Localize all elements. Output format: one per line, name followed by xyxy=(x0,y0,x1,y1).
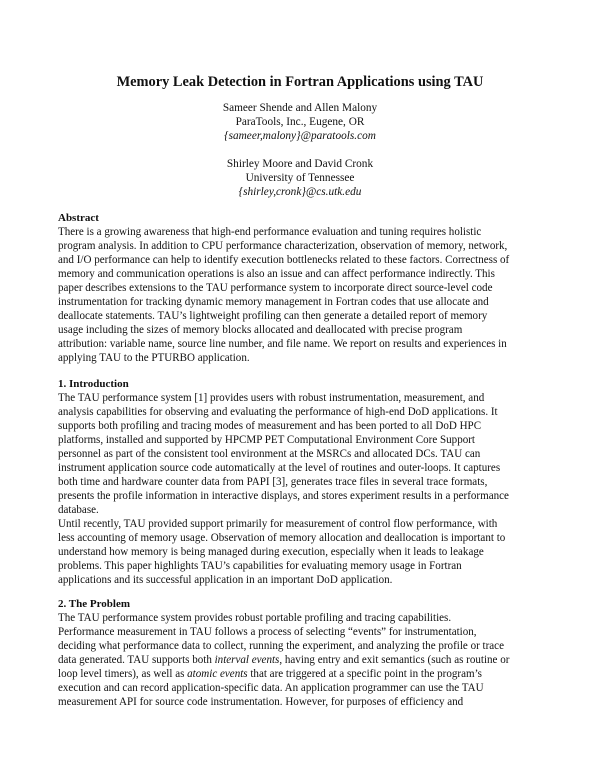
section-1-line: problems. This paper highlights TAU’s capabilities for evaluating memory usage in Fortran xyxy=(58,560,462,572)
section-1-line: presents the profile information in interactive displays, and stores experiment results in a performance xyxy=(58,490,509,502)
abstract-line: attribution: variable name, source line number, and file name. We report on results and experiences in xyxy=(58,338,507,350)
abstract-line: instrumentation for tracking dynamic memory management in Fortran codes that use allocate and xyxy=(58,296,489,308)
section-1-line: Until recently, TAU provided support primarily for measurement of control flow performance, with xyxy=(58,518,498,530)
section-1-line: personnel as part of the consistent tool environment at the MSRCs and allocated DCs. TAU can xyxy=(58,448,481,460)
affiliation-2: University of Tennessee xyxy=(245,172,355,184)
email-1: {sameer,malony}@paratools.com xyxy=(224,130,376,142)
section-1-line: analysis capabilities for observing and evaluating the performance of high-end DoD applications. It xyxy=(58,406,498,418)
section-2-heading: 2. The Problem xyxy=(58,598,131,610)
abstract-line: deallocate statements. TAU’s lightweight profiling can then generate a detailed report of memory xyxy=(58,310,488,322)
email-2: {shirley,cronk}@cs.utk.edu xyxy=(238,186,362,198)
abstract-line: and I/O performance can help to identify execution bottlenecks related to these factors. Correctness of xyxy=(58,254,510,266)
abstract-line: usage including the sizes of memory blocks allocated and deallocated with precise program xyxy=(58,324,463,336)
section-1-line: applications and its successful application in an important DoD application. xyxy=(58,574,393,586)
section-2-line: deciding what performance data to collect, running the experiment, and analyzing the profile or trace xyxy=(58,640,504,652)
abstract-line: There is a growing awareness that high-end performance evaluation and tuning requires holistic xyxy=(58,226,482,238)
section-2-line: Performance measurement in TAU follows a process of selecting “events” for instrumentation, xyxy=(58,626,477,638)
abstract-line: program analysis. In addition to CPU performance characterization, observation of memory, network, xyxy=(58,240,508,252)
section-2-line-text: , having entry and exit semantics (such as routine or xyxy=(279,654,510,666)
section-2-line: measurement API for source code instrumentation. However, for purposes of efficiency and xyxy=(58,696,464,708)
section-2-line xyxy=(58,653,509,667)
section-2-line-text: loop level timers), as well as xyxy=(58,668,188,680)
authors-2: Shirley Moore and David Cronk xyxy=(226,158,374,170)
section-1-line: The TAU performance system [1] provides users with robust instrumentation, measurement, and xyxy=(58,392,485,404)
interval-events-term: interval events xyxy=(214,654,280,666)
abstract-line: applying TAU to the PTURBO application. xyxy=(58,352,250,364)
abstract-line: memory and communication operations is also an issue and can affect performance indirectly. This xyxy=(58,268,495,280)
abstract-line: paper describes extensions to the TAU performance system to incorporate direct source-level code xyxy=(58,282,493,294)
atomic-events-term: atomic events xyxy=(187,668,248,680)
authors-1: Sameer Shende and Allen Malony xyxy=(222,102,378,114)
section-1-line: both time and hardware counter data from PAPI [3], generates trace files in several trace formats, xyxy=(58,476,488,488)
section-2-line: The TAU performance system provides robust portable profiling and tracing capabilities. xyxy=(58,612,452,624)
section-2-line: execution and can record application-specific data. An application programmer can use the TAU xyxy=(58,682,484,694)
abstract-heading: Abstract xyxy=(58,212,99,224)
affiliation-1: ParaTools, Inc., Eugene, OR xyxy=(235,116,365,128)
section-2-line xyxy=(58,667,482,681)
section-1-line: instrument application source code automatically at the level of routines and outer-loops. It captures xyxy=(58,462,501,474)
section-2-line-text: data generated. TAU supports both xyxy=(58,654,215,666)
section-1-line: supports both profiling and tracing modes of measurement and has been ported to all DoD HPC xyxy=(58,420,482,432)
section-1-line: less accounting of memory usage. Observation of memory allocation and deallocation is important to xyxy=(58,532,506,544)
paper-title: Memory Leak Detection in Fortran Applications using TAU xyxy=(116,74,484,90)
section-2-line-text: that are triggered at a specific point in the program’s xyxy=(247,668,482,680)
section-1-line: database. xyxy=(58,504,99,516)
section-1-line: platforms, installed and supported by HPCMP PET Computational Environment Core Support xyxy=(58,434,475,446)
section-1-line: understand how memory is being managed during execution, especially when it leads to leakage xyxy=(58,546,484,558)
section-1-heading: 1. Introduction xyxy=(58,378,129,390)
